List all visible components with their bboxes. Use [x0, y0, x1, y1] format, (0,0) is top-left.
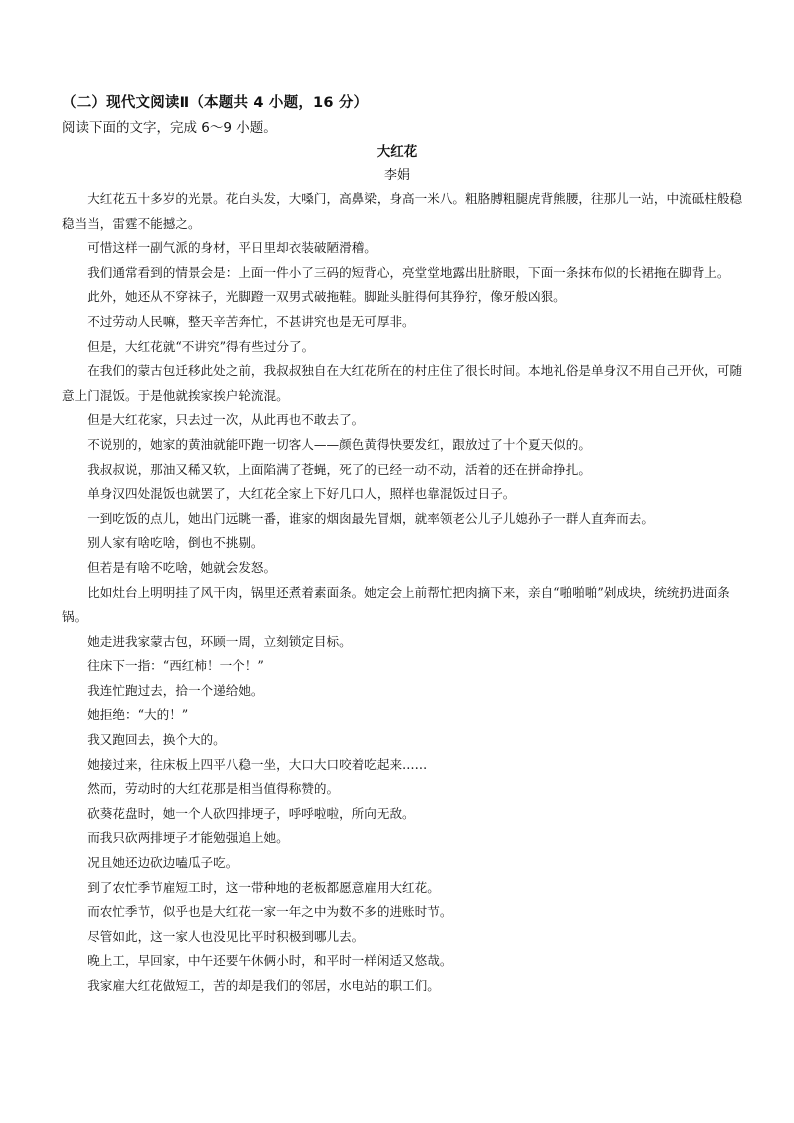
- article-paragraph: 别人家有啥吃啥，倒也不挑剔。: [87, 535, 264, 551]
- article-paragraph: 然而，劳动时的大红花那是相当值得称赞的。: [87, 781, 340, 797]
- article-paragraph: 不说别的，她家的黄油就能吓跑一切客人——颜色黄得快要发红，跟放过了十个夏天似的。: [87, 436, 591, 452]
- article-paragraph: 但若是有啥不吃啥，她就会发怒。: [87, 559, 277, 575]
- article-paragraph: 晚上工，早回家，中午还要午休俩小时，和平时一样闲适又悠哉。: [87, 953, 453, 969]
- article-paragraph: 砍葵花盘时，她一个人砍四排埂子，呼呼啦啦，所向无敌。: [87, 805, 415, 821]
- article-paragraph: 我叔叔说，那油又稀又软，上面陷满了苍蝇，死了的已经一动不动，活着的还在拼命挣扎。: [87, 461, 591, 477]
- reading-instruction: 阅读下面的文字，完成 6～9 小题。: [62, 120, 277, 136]
- article-paragraph: 我又跑回去，换个大的。: [87, 732, 226, 748]
- article-paragraph: 可惜这样一副气派的身材，平日里却衣装破陋滑稽。: [87, 240, 377, 256]
- article-paragraph: 单身汉四处混饭也就罢了，大红花全家上下好几口人，照样也靠混饭过日子。: [87, 486, 516, 502]
- article-paragraph: 到了农忙季节雇短工时，这一带种地的老板都愿意雇用大红花。: [87, 879, 440, 895]
- article-paragraph: 我们通常看到的情景会是：上面一件小了三码的短背心，亮堂堂地露出肚脐眼，下面一条抹布似的长裙拖在脚背上。: [87, 264, 730, 280]
- article-paragraph: 她拒绝：“大的！”: [87, 707, 189, 723]
- article-paragraph: 一到吃饭的点儿，她出门远眺一番，谁家的烟囱最先冒烟，就率领老公儿子儿媳孙子一群人直奔而去。: [87, 510, 654, 526]
- article-paragraph: 在我们的蒙古包迁移此处之前，我叔叔独自在大红花所在的村庄住了很长时间。本地礼俗是单身汉不用自己开伙，可随意上门混饭。于是他就挨家挨户轮流混。: [62, 363, 743, 403]
- article-paragraph: 但是大红花家，只去过一次，从此再也不敢去了。: [87, 412, 365, 428]
- article-title: 大红花: [376, 144, 418, 160]
- article-body: [62, 187, 743, 999]
- article-paragraph: 不过劳动人民嘛，整天辛苦奔忙，不甚讲究也是无可厚非。: [87, 313, 415, 329]
- article-paragraph: 但是，大红花就“不讲究”得有些过分了。: [87, 338, 315, 354]
- article-paragraph: 大红花五十多岁的光景。花白头发，大嗓门，高鼻梁，身高一米八。粗胳膊粗腿虎背熊腰，往那儿一站，中流砥柱般稳稳当当，雷霆不能撼之。: [62, 191, 743, 231]
- article-paragraph: 尽管如此，这一家人也没见比平时积极到哪儿去。: [87, 928, 365, 944]
- section-title: （二）现代文阅读Ⅱ（本题共 4 小题，16 分）: [62, 95, 369, 111]
- article-paragraph: 往床下一指：“西红柿！一个！”: [87, 658, 264, 674]
- article-paragraph: 我连忙跑过去，拾一个递给她。: [87, 682, 264, 698]
- article-author: 李娟: [383, 168, 410, 183]
- article-paragraph: 况且她还边砍边嗑瓜子吃。: [87, 855, 239, 871]
- article-paragraph: 此外，她还从不穿袜子，光脚蹬一双男式破拖鞋。脚趾头脏得何其狰狞，像牙般凶狠。: [87, 289, 566, 305]
- article-paragraph: 她走进我家蒙古包，环顾一周，立刻锁定目标。: [87, 633, 352, 649]
- article-paragraph: 她接过来，往床板上四平八稳一坐，大口大口咬着吃起来……: [87, 756, 428, 772]
- article-paragraph: 我家雇大红花做短工，苦的却是我们的邻居，水电站的职工们。: [87, 978, 440, 993]
- article-paragraph: 而农忙季节，似乎也是大红花一家一年之中为数不多的进账时节。: [87, 904, 453, 920]
- article-paragraph: 比如灶台上明明挂了风干肉，锅里还煮着素面条。她定会上前帮忙把肉摘下来，亲自“啪啪啪”剁成块，统统扔进面条锅。: [62, 584, 730, 625]
- article-paragraph: 而我只砍两排埂子才能勉强追上她。: [87, 830, 289, 846]
